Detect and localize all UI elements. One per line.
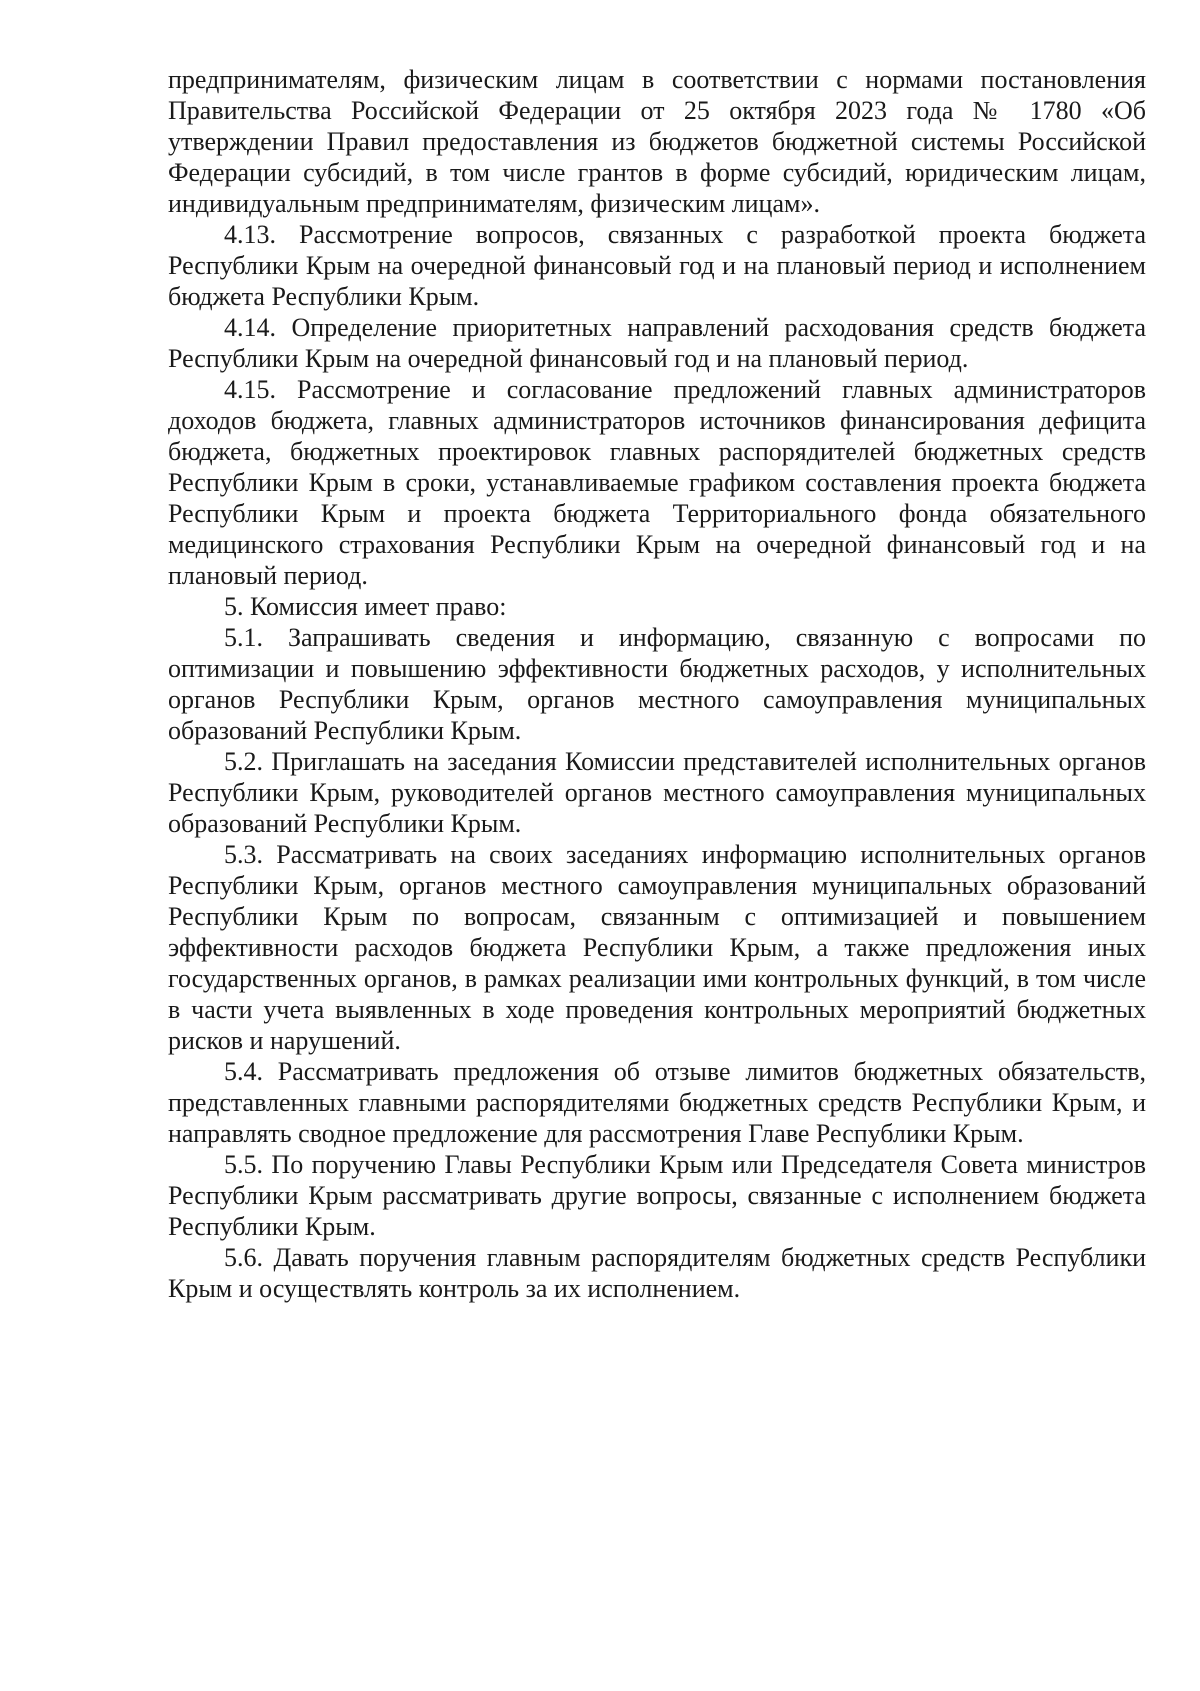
paragraph-5-5: 5.5. По поручению Главы Республики Крым или Председателя Совета министров Республики Крым рассматривать другие вопросы, связанные с исполнением бюджета Республики Крым.	[168, 1150, 1146, 1241]
paragraph-4-13: 4.13. Рассмотрение вопросов, связанных с разработкой проекта бюджета Республики Крым на очередной финансовый год и на плановый период и исполнением бюджета Республики Крым.	[168, 220, 1146, 311]
paragraph-5-2: 5.2. Приглашать на заседания Комиссии представителей исполнительных органов Республики Крым, руководителей органов местного самоуправления муниципальных образований Республики Крым.	[168, 747, 1146, 838]
paragraph-4-15: 4.15. Рассмотрение и согласование предложений главных администраторов доходов бюджета, главных администраторов источников финансирования дефицита бюджета, бюджетных проектировок главных распорядителей бюджетных средств Республики Крым в сроки, устанавливаемые графиком составления проекта бюджета Республики Крым и проекта бюджета Территориального фонда обязательного медицинского страхования Республики Крым на очередной финансовый год и на плановый период.	[168, 375, 1146, 590]
paragraph-5-6: 5.6. Давать поручения главным распорядителям бюджетных средств Республики Крым и осуществлять контроль за их исполнением.	[168, 1243, 1146, 1303]
paragraph-5-3: 5.3. Рассматривать на своих заседаниях информацию исполнительных органов Республики Крым, органов местного самоуправления муниципальных образований Республики Крым по вопросам, связанным с оптимизацией и повышением эффективности расходов бюджета Республики Крым, а также предложения иных государственных органов, в рамках реализации ими контрольных функций, в том числе в части учета выявленных в ходе проведения контрольных мероприятий бюджетных рисков и нарушений.	[168, 840, 1146, 1055]
paragraph-5-1: 5.1. Запрашивать сведения и информацию, связанную с вопросами по оптимизации и повышению эффективности бюджетных расходов, у исполнительных органов Республики Крым, органов местного самоуправления муниципальных образований Республики Крым.	[168, 623, 1146, 745]
paragraph-5-4: 5.4. Рассматривать предложения об отзыве лимитов бюджетных обязательств, представленных главными распорядителями бюджетных средств Республики Крым, и направлять сводное предложение для рассмотрения Главе Республики Крым.	[168, 1057, 1146, 1148]
paragraph-5-heading: 5. Комиссия имеет право:	[224, 592, 507, 621]
document-body	[168, 64, 1146, 1304]
paragraph-continuation: предпринимателям, физическим лицам в соответствии с нормами постановления Правительства Российской Федерации от 25 октября 2023 года № 1780 «Об утверждении Правил предоставления из бюджетов бюджетной системы Российской Федерации субсидий, в том числе грантов в форме субсидий, юридическим лицам, индивидуальным предпринимателям, физическим лицам».	[168, 65, 1146, 218]
paragraph-4-14: 4.14. Определение приоритетных направлений расходования средств бюджета Республики Крым на очередной финансовый год и на плановый период.	[168, 313, 1146, 373]
